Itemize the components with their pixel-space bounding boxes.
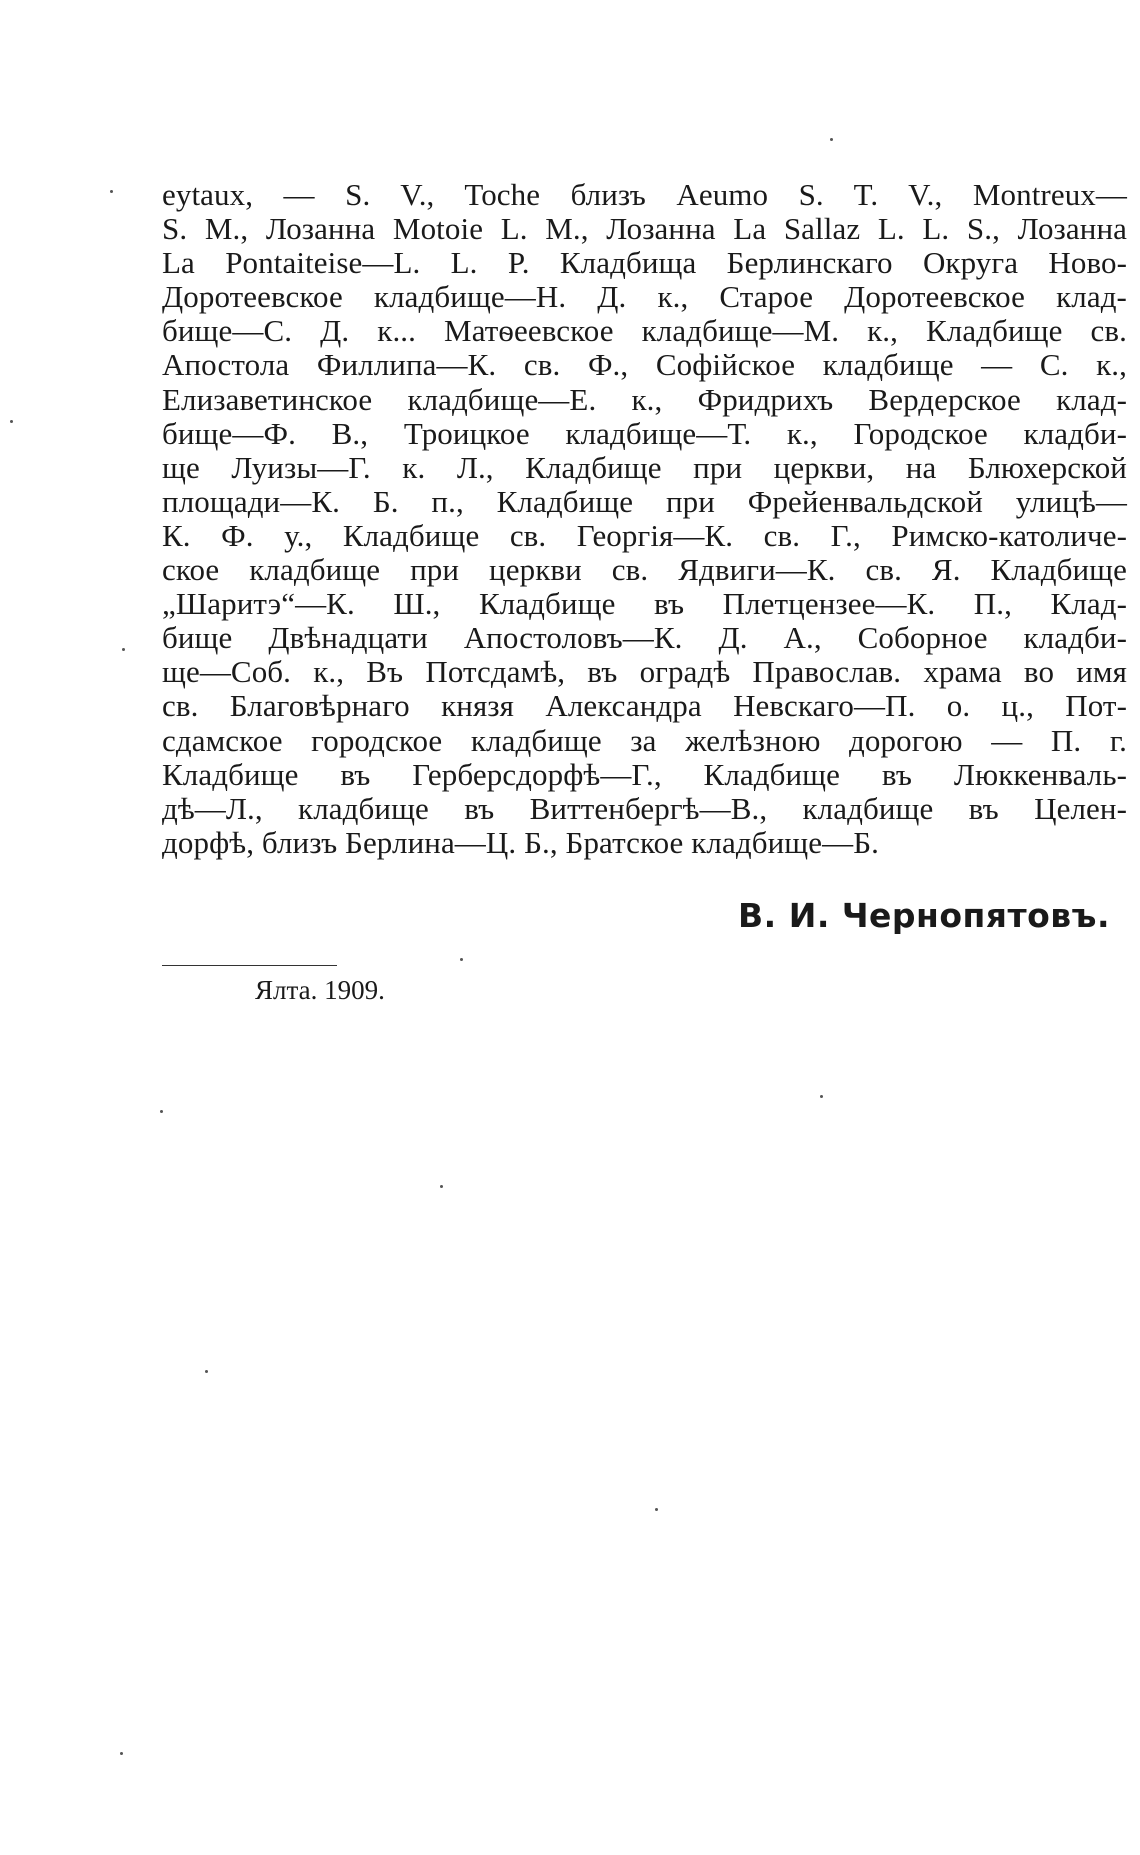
body-text: [162, 178, 1127, 860]
text-line: Елизаветинское кладбище—Е. к., Фридрихъ Вердерское клад-: [162, 381, 1127, 417]
text-line: ще Луизы—Г. к. Л., Кладбище при церкви, на Блюхерской: [162, 449, 1127, 485]
author-signature: В. И. Чернопятовъ.: [738, 896, 1110, 935]
text-line: дѣ—Л., кладбище въ Виттенбергѣ—В., кладбище въ Целен-: [162, 790, 1127, 826]
text-line: eytaux, — S. V., Toche близъ Aeumo S. T. V., Montreux—: [162, 177, 1127, 212]
text-line: ще—Соб. к., Въ Потсдамѣ, въ оградѣ Православ. храма во имя: [162, 654, 1127, 690]
scan-speck: [205, 1370, 208, 1373]
scan-speck: [830, 138, 833, 141]
text-line: сдамское городское кладбище за желѣзною дорогою — П. г.: [162, 722, 1127, 758]
separator-rule: [162, 965, 337, 966]
text-line: ское кладбище при церкви св. Ядвиги—К. св. Я. Кладбище: [162, 552, 1127, 588]
place-date: Ялта. 1909.: [255, 975, 385, 1005]
scan-speck: [120, 1752, 123, 1755]
text-line: св. Благовѣрнаго князя Александра Невскаго—П. о. ц., Пот-: [162, 688, 1127, 724]
scan-speck: [655, 1508, 658, 1511]
text-line: La Pontaiteise—L. L. P. Кладбища Берлинскаго Округа Ново-: [162, 245, 1127, 281]
scan-speck: [460, 958, 463, 961]
text-line: S. M., Лозанна Motoie L. M., Лозанна La Sallaz L. L. S., Лозанна: [162, 211, 1127, 247]
scan-speck: [110, 190, 113, 193]
text-line: Кладбище въ Герберсдорфѣ—Г., Кладбище въ Люккенваль-: [162, 756, 1127, 792]
text-line: площади—К. Б. п., Кладбище при Фрейенвальдской улицѣ—: [162, 483, 1127, 519]
text-line: Апостола Филлипа—К. св. Ф., Софійское кладбище — С. к.,: [162, 347, 1127, 383]
text-line: „Шаритэ“—К. Ш., Кладбище въ Плетцензее—К. П., Клад-: [162, 586, 1127, 622]
scan-speck: [122, 648, 125, 651]
scan-speck: [160, 1110, 163, 1113]
text-line: Доротеевское кладбище—Н. Д. к., Старое Доротеевское клад-: [162, 279, 1127, 315]
text-line-last: дорфѣ, близъ Берлина—Ц. Б., Братское кладбище—Б.: [162, 824, 879, 860]
text-line: бище Двѣнадцати Апостоловъ—К. Д. А., Соборное кладби-: [162, 620, 1127, 656]
scan-speck: [820, 1095, 823, 1098]
text-line: бище—С. Д. к... Матѳеевское кладбище—М. к., Кладбище св.: [162, 313, 1127, 349]
text-line: К. Ф. у., Кладбище св. Георгія—К. св. Г., Римско-католиче-: [162, 517, 1127, 553]
scan-speck: [440, 1185, 443, 1188]
scan-speck: [10, 420, 13, 423]
text-line: бище—Ф. В., Троицкое кладбище—Т. к., Городское кладби-: [162, 415, 1127, 451]
